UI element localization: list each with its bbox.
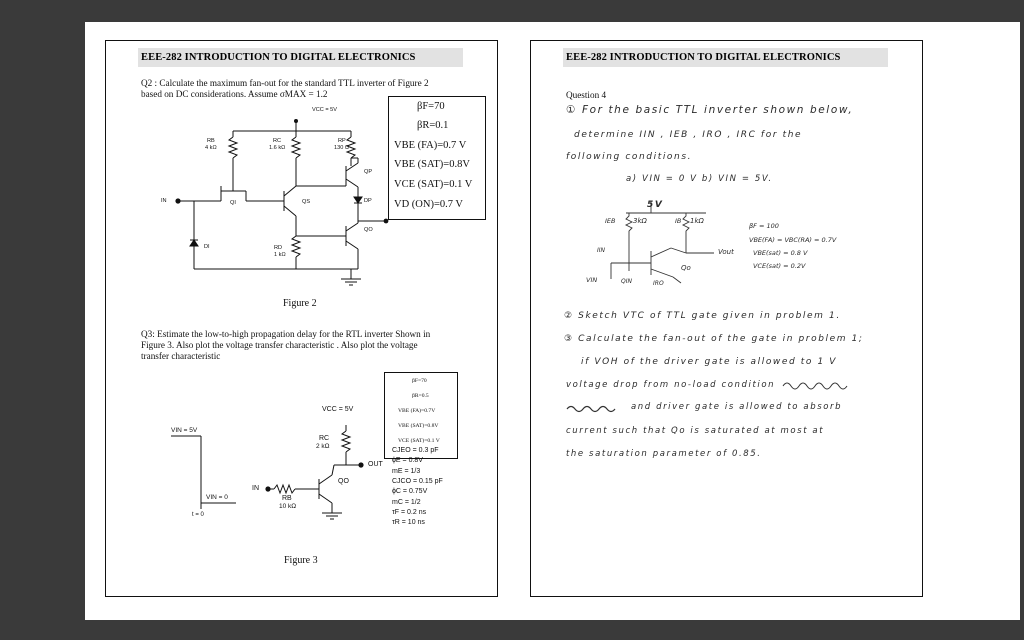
fig3-param: βR=0.5 [412,393,429,399]
fig2-rb-label: RB [207,138,215,144]
sketch-label: IEB [605,217,616,225]
sketch-label: IIN [597,247,606,254]
fig3-device-param: ϕC = 0.75V [392,488,428,495]
sketch-param: VBE(sat) = 0.8 V [753,249,808,257]
handwritten-line: current such that Qo is saturated at most at [566,426,825,436]
fig3-rb-value: 10 kΩ [279,503,297,510]
fig3-device-param: mC = 1/2 [392,499,421,506]
question-4-label: Question 4 [566,90,607,100]
handwritten-line: ③ Calculate the fan-out of the gate in problem 1; [564,334,864,344]
fig2-rd-label: RD [274,245,283,251]
sketch-label: 3kΩ [633,217,647,225]
fig2-param: VD (ON)=0.7 V [394,199,464,210]
fig2-rp-label: RP [338,138,346,144]
handwritten-line: determine IIN , IEB , IRO , IRC for the [574,130,803,140]
fig3-device-param: CJCO = 0.15 pF [392,478,443,485]
fig2-dp-label: DP [364,198,372,204]
handwritten-line: a) VIN = 0 V b) VIN = 5V. [626,174,773,184]
page-2-header: EEE-282 INTRODUCTION TO DIGITAL ELECTRONICS [563,48,888,67]
fig2-di-label: DI [204,244,210,250]
fig3-device-param: ϕE = 0.8V [392,457,423,464]
fig3-out-label: OUT [368,461,383,468]
sketch-label: 5V [647,200,664,210]
page-2 [530,40,923,597]
fig3-rc-value: 2 kΩ [316,443,330,450]
fig2-rp-value: 130 Ω [334,145,350,151]
fig3-t0-label: t = 0 [192,512,204,518]
fig2-rb-value: 4 kΩ [205,145,217,151]
fig2-qp-label: QP [364,169,373,175]
fig2-rc-label: RC [273,138,282,144]
handwritten-line: if VOH of the driver gate is allowed to 1 V [581,357,838,367]
fig3-in-label: IN [252,485,259,492]
fig3-device-param: CJEO = 0.3 pF [392,447,439,454]
fig2-param: βR=0.1 [417,120,449,131]
fig3-rc-label: RC [319,435,330,442]
sketch-label: IRO [653,280,664,287]
q3-text-line2: Figure 3. Also plot the voltage transfer characteristic . Also plot the voltage [141,340,418,350]
fig2-vcc-label: VCC = 5V [312,107,338,113]
fig2-rd-value: 1 kΩ [274,252,286,258]
page-1-header: EEE-282 INTRODUCTION TO DIGITAL ELECTRONICS [138,48,463,67]
fig3-param: VBE (FA)=0.7V [398,408,436,414]
handwritten-line: and driver gate is allowed to absorb [631,402,843,412]
fig3-param: VCE (SAT)=0.1 V [398,438,440,444]
fig2-qi-label: QI [230,200,236,206]
figure-3-circuit [106,41,497,596]
handwritten-line: following conditions. [566,152,693,162]
figure-2-caption: Figure 2 [283,298,317,309]
sketch-param: VCE(sat) = 0.2V [753,262,806,270]
scribble-marks [531,41,922,596]
fig2-param: βF=70 [417,101,445,112]
fig2-qs-label: QS [302,199,311,205]
sketch-label: 1kΩ [690,217,704,225]
page-1 [105,40,498,597]
fig3-rb-label: RB [282,495,292,502]
fig3-device-param: mE = 1/3 [392,468,421,475]
fig2-param: VBE (SAT)=0.8V [394,159,470,170]
handwritten-line: voltage drop from no-load condition [566,380,776,390]
fig3-parameter-box [384,372,458,459]
q3-text-line3: transfer characteristic [141,351,221,361]
fig3-device-param: τF = 0.2 ns [392,509,427,516]
fig2-qo-label: QO [364,227,373,233]
handwritten-line: the saturation parameter of 0.85. [566,449,762,459]
q2-text-line1: Q2 : Calculate the maximum fan-out for the standard TTL inverter of Figure 2 [141,78,429,88]
fig3-param: VBE (SAT)=0.8V [398,423,439,429]
fig2-param: VCE (SAT)=0.1 V [394,179,473,190]
sketch-label: Qo [681,264,691,272]
fig3-qo-label: QO [338,478,349,485]
sketch-label: QIN [621,278,632,285]
fig3-param: βF=70 [412,378,427,384]
fig2-param: VBE (FA)=0.7 V [394,140,467,151]
fig2-in-label: IN [161,198,167,204]
fig3-vcc-label: VCC = 5V [322,406,354,413]
sketch-label: Vout [718,248,734,256]
q2-text-line2: based on DC considerations. Assume σMAX = 1.2 [141,89,328,99]
fig3-vin0-label: VIN = 0 [206,494,228,501]
handwritten-line: ① For the basic TTL inverter shown below, [566,104,854,116]
fig3-device-param: τR = 10 ns [392,519,425,526]
figure-3-caption: Figure 3 [284,555,318,566]
q3-text-line1: Q3: Estimate the low-to-high propagation delay for the RTL inverter Shown in [141,329,431,339]
sketch-param: βF = 100 [749,222,779,230]
sketch-label: IB [675,217,682,225]
fig2-rc-value: 1.6 kΩ [269,145,286,151]
sketch-param: VBE(FA) = VBC(RA) = 0.7V [749,236,837,244]
fig3-vin5-label: VIN = 5V [171,427,198,434]
sketch-label: VIN [586,276,598,284]
handwritten-line: ② Sketch VTC of TTL gate given in problem 1. [564,311,841,321]
